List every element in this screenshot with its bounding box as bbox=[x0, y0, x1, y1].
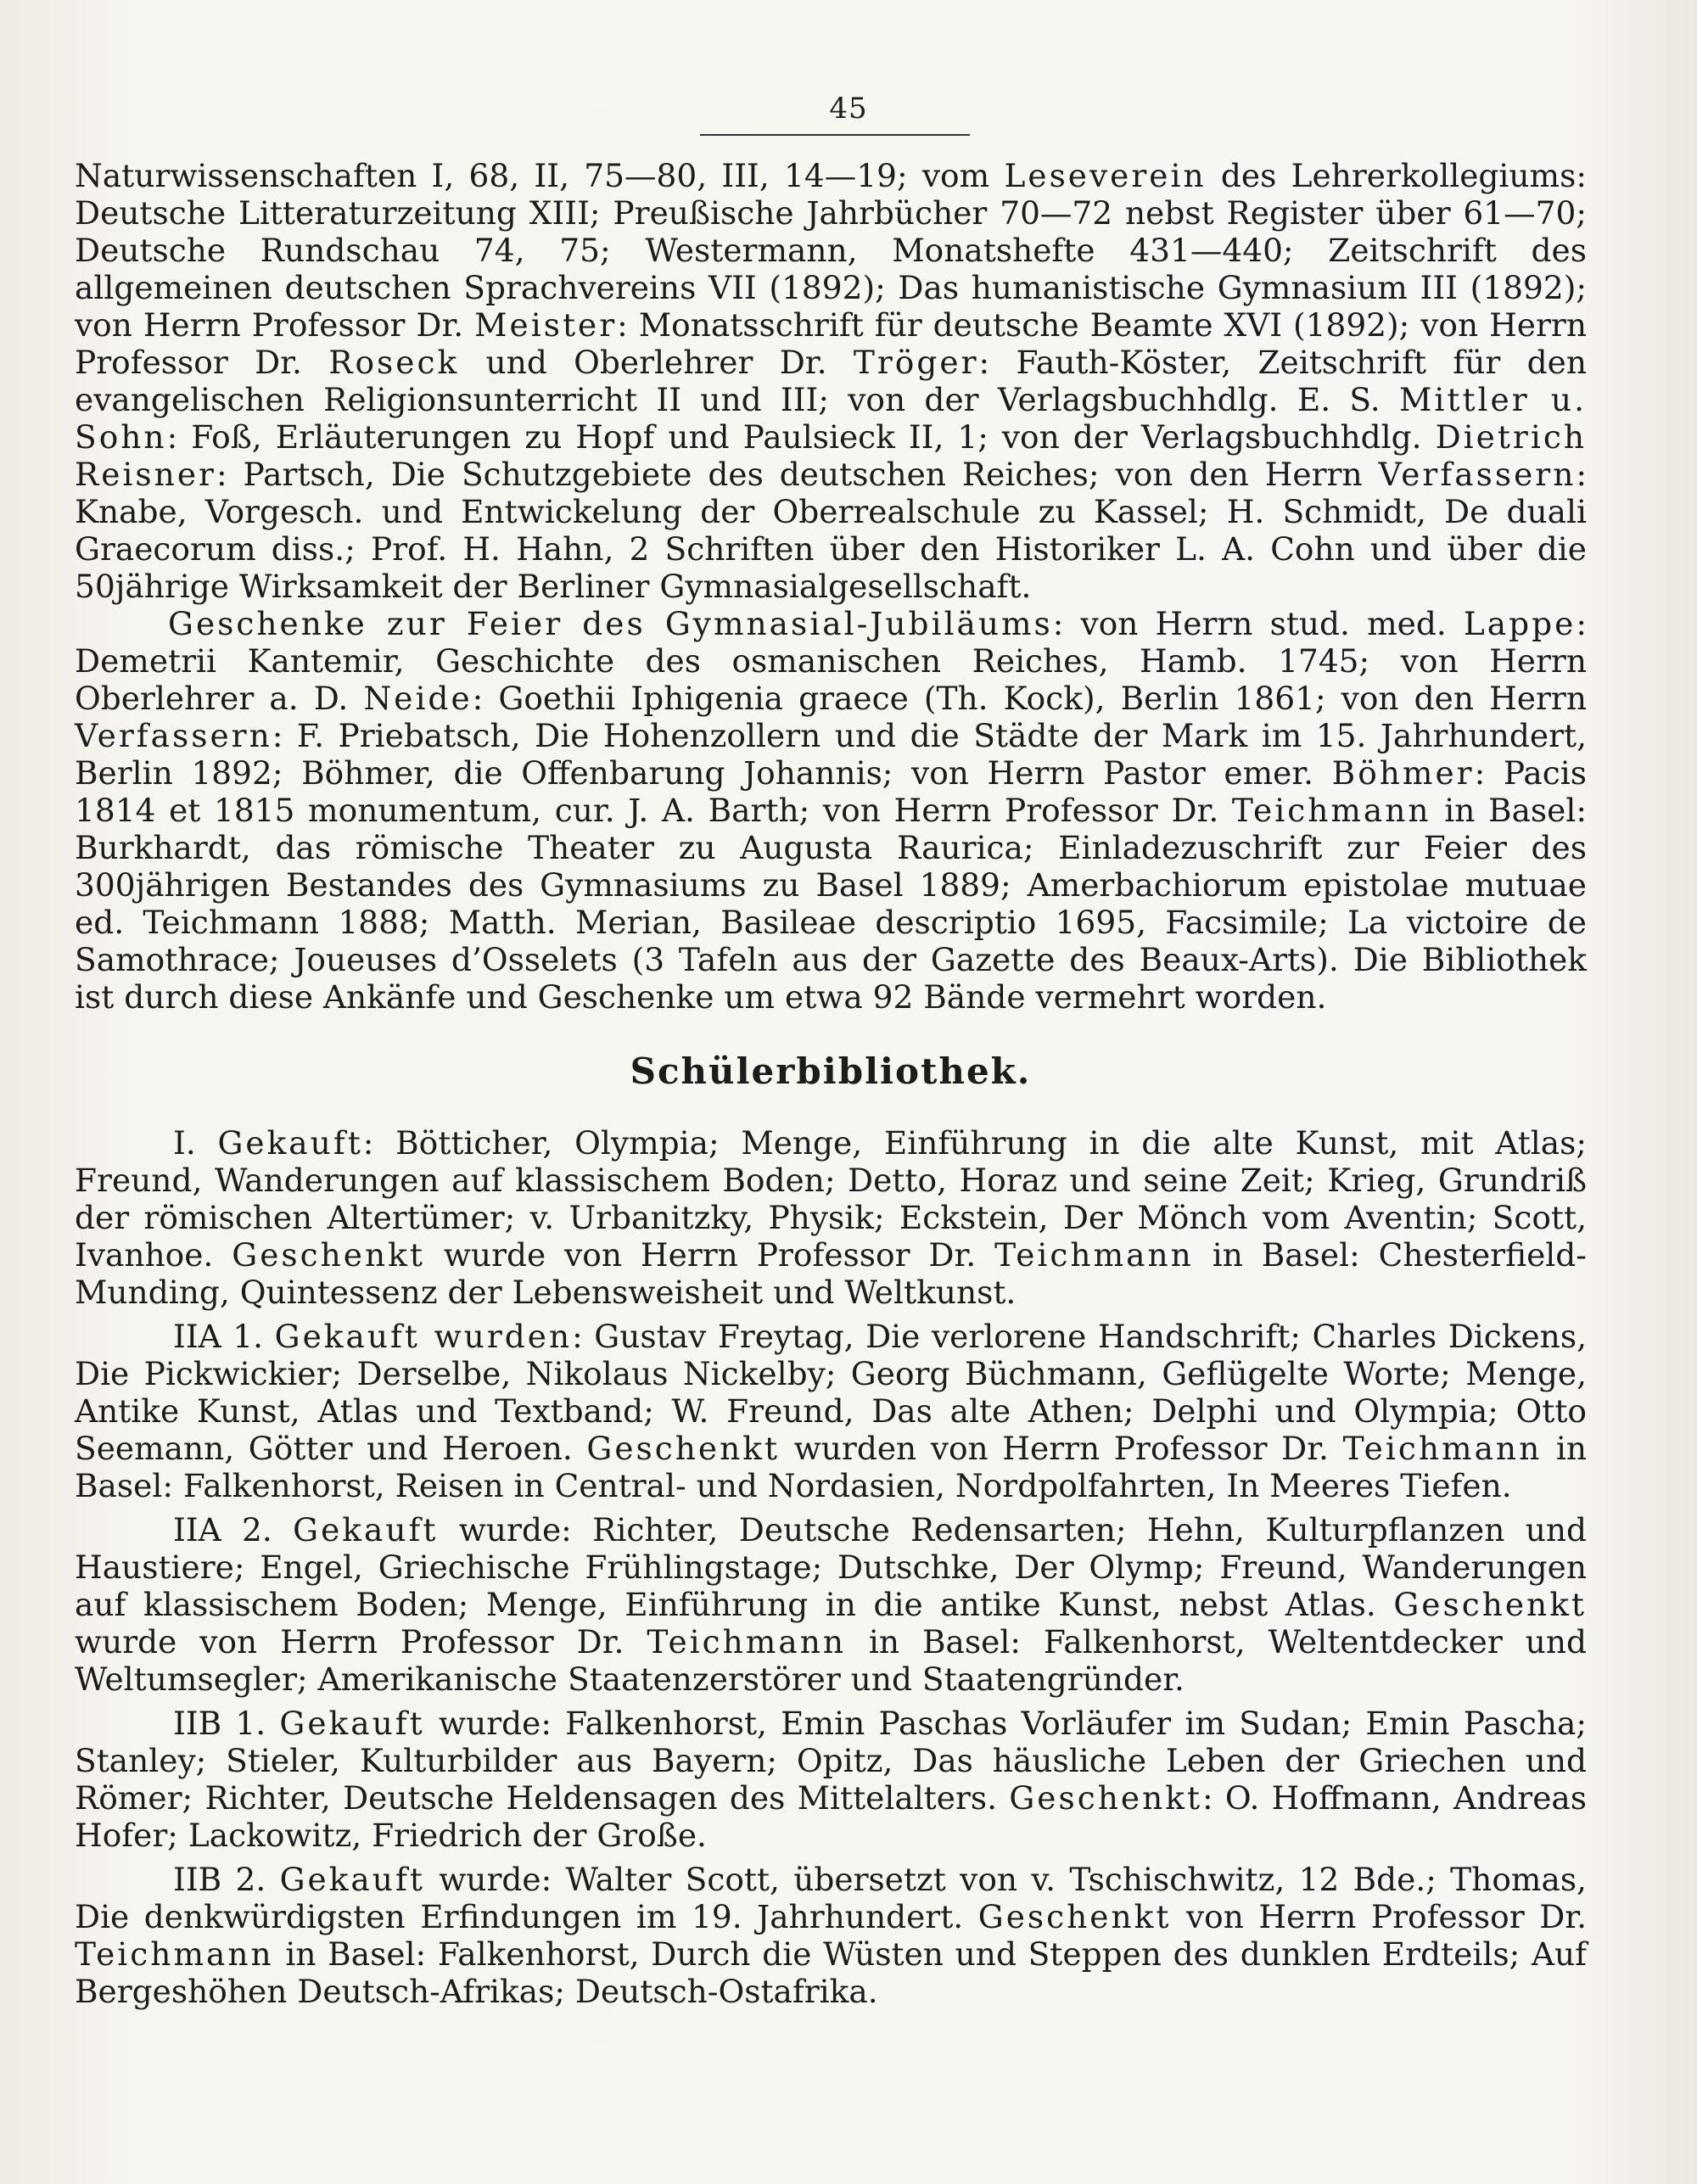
spaced-emphasis-text: Teichmann bbox=[75, 1935, 274, 1973]
paragraph bbox=[75, 1318, 1587, 1504]
paragraph-text: : Monatsschrift für deutsche Beamte XVI (1892); von Herrn Professor Dr. bbox=[75, 306, 1587, 381]
paragraph bbox=[75, 605, 1587, 1016]
paragraph-text: : Partsch, Die Schutzgebiete des deutschen Reiches; von den Herrn bbox=[216, 456, 1379, 493]
spaced-emphasis-text: Geschenke zur Feier des Gymnasial-Jubiläums bbox=[168, 605, 1053, 642]
paragraph-text: Naturwissenschaften I, 68, II, 75—80, III, 14—19; vom bbox=[75, 157, 1005, 194]
spaced-emphasis-text: Teichmann bbox=[1231, 792, 1431, 829]
paragraph-text: wurde: Falkenhorst, Emin Paschas Vorläufer im Sudan; Emin Pascha; Stanley; Stieler, Kulturbilder aus Bayern; Opitz, Das häusliche Leben der Griechen und Römer; Richter, Deutsche Heldensagen des Mittelalters. bbox=[75, 1705, 1588, 1817]
paragraph-text: wurde von Herrn Professor Dr. bbox=[75, 1623, 647, 1660]
paragraph-text: und Oberlehrer Dr. bbox=[459, 344, 854, 381]
spaced-emphasis-text: Geschenkt bbox=[977, 1898, 1172, 1935]
spaced-emphasis-text: Gekauft bbox=[279, 1861, 425, 1898]
paragraph bbox=[75, 1511, 1587, 1698]
paragraph-text: : von Herrn stud. med. bbox=[1052, 605, 1464, 642]
paragraph-text: : O. Hoffmann, Andreas Hofer; Lackowitz, Friedrich der Große. bbox=[75, 1779, 1587, 1854]
header-rule bbox=[700, 134, 970, 136]
paragraph bbox=[75, 157, 1587, 605]
spaced-emphasis-text: Leseverein bbox=[1004, 157, 1207, 194]
spaced-emphasis-text: Tröger bbox=[853, 344, 979, 381]
paragraph-text: wurde von Herrn Professor Dr. bbox=[424, 1236, 995, 1274]
section-title: Schülerbibliothek. bbox=[630, 1050, 1032, 1092]
page-number: 45 bbox=[829, 92, 868, 126]
paragraph-text: IIB 1. bbox=[173, 1705, 280, 1742]
paragraph-text: : Foß, Erläuterungen zu Hopf und Paulsieck II, 1; von der Verlagsbuchhdlg. bbox=[166, 418, 1436, 456]
paragraph-text: wurde: Richter, Deutsche Redensarten; Hehn, Kulturpflanzen und Haustiere; Engel, Griechische Frühlingstage; Dutschke, Der Olymp; Freund, Wanderungen auf klassischem Boden; Menge, Einführung in die antike Kunst, nebst Atlas. bbox=[75, 1511, 1588, 1623]
paragraph-text: wurde: Walter Scott, übersetzt von v. Tschischwitz, 12 Bde.; Thomas, Die denkwürdigsten Erfindungen im 19. Jahrhundert. bbox=[75, 1861, 1587, 1935]
spaced-emphasis-text: Dietrich Reisner bbox=[75, 418, 1587, 493]
spaced-emphasis-text: Teichmann bbox=[1342, 1430, 1543, 1467]
paragraph-text: in Basel: Falkenhorst, Durch die Wüsten und Steppen des dunklen Erdteils; Auf Bergeshöhen Deutsch-Afrikas; Deutsch-Ostafrika. bbox=[75, 1935, 1587, 2010]
spaced-emphasis-text: Teichmann bbox=[994, 1236, 1194, 1274]
library-acquisitions-section bbox=[75, 157, 1587, 1016]
paragraph bbox=[75, 1705, 1587, 1854]
spaced-emphasis-text: Verfassern bbox=[1378, 456, 1577, 493]
paragraph-text: in Basel: Burkhardt, das römische Theater zu Augusta Raurica; Einladezuschrift zur Feier des 300jährigen Bestandes des Gymnasiums zu Basel 1889; Amerbachiorum epistolae mutuae ed. Teichmann 1888; Matth. Merian, Basileae descriptio 1695, Facsimile; La victoire de Samothrace; Joueuses d’Osselets (3 Tafeln aus der Gazette des Beaux-Arts). Die Bibliothek ist durch diese Ankänfe und Geschenke um etwa 92 Bände vermehrt worden. bbox=[75, 792, 1587, 1016]
paragraph-text: : Gustav Freytag, Die verlorene Handschrift; Charles Dickens, Die Pickwickier; Derselbe, Nikolaus Nickelby; Georg Büchmann, Geflügelte Worte; Menge, Antike Kunst, Atlas und Textband; W. Freund, Das alte Athen; Delphi und Olympia; Otto Seemann, Götter und Heroen. bbox=[75, 1318, 1587, 1467]
paragraph bbox=[75, 1124, 1587, 1311]
spaced-emphasis-text: Geschenkt bbox=[1393, 1586, 1587, 1623]
spaced-emphasis-text: Meister bbox=[474, 306, 618, 344]
spaced-emphasis-text: Gekauft bbox=[217, 1124, 363, 1162]
spaced-emphasis-text: Gekauft bbox=[279, 1705, 425, 1742]
paragraph-text: : Knabe, Vorgesch. und Entwickelung der Oberrealschule zu Kassel; H. Schmidt, De duali Graecorum diss.; Prof. H. Hahn, 2 Schriften über den Historiker L. A. Cohn und über die 50jährige Wirksamkeit der Berliner Gymnasialgesellschaft. bbox=[75, 456, 1587, 605]
spaced-emphasis-text: Gekauft bbox=[293, 1511, 439, 1548]
paragraph-text: : Demetrii Kantemir, Geschichte des osmanischen Reiches, Hamb. 1745; von Herrn Oberlehrer a. D. bbox=[75, 605, 1587, 717]
student-library-section bbox=[75, 1124, 1587, 2010]
spaced-emphasis-text: Geschenkt bbox=[1009, 1779, 1203, 1817]
paragraph-text: : Goethii Iphigenia graece (Th. Kock), Berlin 1861; von den Herrn bbox=[472, 680, 1588, 717]
paragraph-text: : Fauth-Köster, Zeitschrift für den evangelischen Religionsunterricht II und III; von der Verlagsbuchhdlg. E. S. bbox=[75, 344, 1587, 418]
paragraph-text: I. bbox=[173, 1124, 218, 1162]
paragraph-text: in Basel: Chesterfield-Munding, Quintessenz der Lebensweisheit und Weltkunst. bbox=[75, 1236, 1587, 1311]
paragraph-text: in Basel: Falkenhorst, Reisen in Central- und Nordasien, Nordpolfahrten, In Meeres Tiefen. bbox=[75, 1430, 1587, 1504]
paragraph-text: von Herrn Professor Dr. bbox=[1171, 1898, 1587, 1935]
spaced-emphasis-text: Teichmann bbox=[647, 1623, 847, 1660]
paragraph-text: IIA 1. bbox=[173, 1318, 275, 1355]
paragraph-text: : Pacis 1814 et 1815 monumentum, cur. J. A. Barth; von Herrn Professor Dr. bbox=[75, 754, 1587, 829]
paragraph-text: IIB 2. bbox=[173, 1861, 280, 1898]
body-text bbox=[75, 157, 1587, 2010]
paragraph-text: : F. Priebatsch, Die Hohenzollern und die Städte der Mark im 15. Jahrhundert, Berlin 1892; Böhmer, die Offenbarung Johannis; von Herrn Pastor emer. bbox=[75, 717, 1587, 792]
paragraph-text: des Lehrerkollegiums: Deutsche Litteraturzeitung XIII; Preußische Jahrbücher 70—72 nebst Register über 61—70; Deutsche Rundschau 74, 75; Westermann, Monatshefte 431—440; Zeitschrift des allgemeinen deutschen Sprachvereins VII (1892); Das humanistische Gymnasium III (1892); von Herrn Professor Dr. bbox=[75, 157, 1587, 344]
spaced-emphasis-text: Roseck bbox=[328, 344, 460, 381]
paragraph bbox=[75, 1861, 1587, 2010]
paragraph-text: IIA 2. bbox=[173, 1511, 294, 1548]
spaced-emphasis-text: Geschenkt bbox=[586, 1430, 781, 1467]
spaced-emphasis-text: Böhmer bbox=[1331, 754, 1475, 792]
spaced-emphasis-text: Lappe bbox=[1463, 605, 1577, 642]
spaced-emphasis-text: Verfassern bbox=[75, 717, 272, 754]
paragraph-text: : Bötticher, Olympia; Menge, Einführung in die alte Kunst, mit Atlas; Freund, Wanderungen auf klassischem Boden; Detto, Horaz und seine Zeit; Krieg, Grundriß der römischen Altertümer; v. Urbanitzky, Physik; Eckstein, Der Mönch vom Aventin; Scott, Ivanhoe. bbox=[75, 1124, 1587, 1274]
spaced-emphasis-text: Neide bbox=[363, 680, 473, 717]
spaced-emphasis-text: Geschenkt bbox=[232, 1236, 425, 1274]
spaced-emphasis-text: Mittler u. Sohn bbox=[75, 381, 1587, 456]
spaced-emphasis-text: Gekauft wurden bbox=[274, 1318, 573, 1355]
paragraph-text: in Basel: Falkenhorst, Weltentdecker und Weltumsegler; Amerikanische Staatenzerstörer und Staatengründer. bbox=[75, 1623, 1587, 1698]
paragraph-text: wurden von Herrn Professor Dr. bbox=[780, 1430, 1343, 1467]
